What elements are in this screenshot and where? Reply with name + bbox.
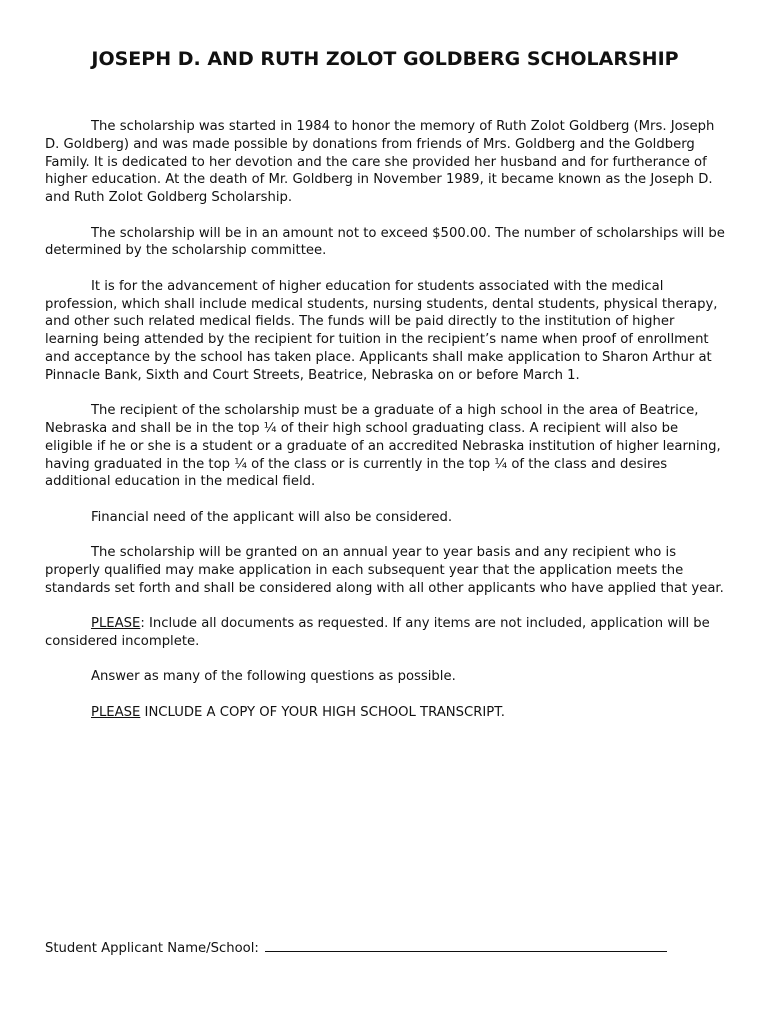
transcript-note [45, 704, 727, 722]
name-school-blank-line[interactable] [265, 939, 667, 952]
signature-label: Student Applicant Name/School: [45, 941, 264, 956]
paragraph-history: The scholarship was started in 1984 to honor the memory of Ruth Zolot Goldberg (Mrs. Joseph D. Goldberg) and was made possible by donations from friends of Mrs. Goldberg and the Goldberg Family. It is dedicated to her devotion and the care she provided her husband and for furtherance of higher education. At the death of Mr. Goldberg in November 1989, it became known as the Joseph D. and Ruth Zolot Goldberg Scholarship. [45, 119, 715, 206]
signature-block [45, 939, 667, 958]
answer-questions-note: Answer as many of the following questions as possible. [91, 669, 456, 685]
paragraph-purpose: It is for the advancement of higher education for students associated with the medical profession, which shall include medical students, nursing students, dental students, physical therapy, and other such related medical fields. The funds will be paid directly to the institution of higher learning being attended by the recipient for tuition in the recipient’s name when proof of enrollment and acceptance by the school has taken place. Applicants shall make application to Sharon Arthur at Pinnacle Bank, Sixth and Court Streets, Beatrice, Nebraska on or before March 1. [45, 278, 718, 383]
please-note-text: : Include all documents as requested. If any items are not included, application will be considered incomplete. [45, 616, 710, 649]
document-title: JOSEPH D. AND RUTH ZOLOT GOLDBERG SCHOLARSHIP [91, 48, 679, 70]
paragraph-financial-need: Financial need of the applicant will also be considered. [91, 509, 453, 525]
transcript-note-text: INCLUDE A COPY OF YOUR HIGH SCHOOL TRANSCRIPT. [140, 704, 505, 720]
please-label: PLEASE [91, 616, 141, 632]
please-include-note [45, 615, 727, 651]
transcript-please-label: PLEASE [91, 704, 141, 720]
paragraph-eligibility: The recipient of the scholarship must be a graduate of a high school in the area of Beatrice, Nebraska and shall be in the top ¼ of their high school graduating class. A recipient will also be eligible if he or she is a student or a graduate of an accredited Nebraska institution of higher learning, having graduated in the top ¼ of the class or is currently in the top ¼ of the class and desires additional education in the medical field. [45, 403, 721, 490]
paragraph-amount: The scholarship will be in an amount not to exceed $500.00. The number of scholarships will be determined by the scholarship committee. [45, 225, 725, 259]
paragraph-renewal: The scholarship will be granted on an annual year to year basis and any recipient who is properly qualified may make application in each subsequent year that the application meets the standards set forth and shall be considered along with all other applicants who have applied that year. [45, 545, 724, 596]
document-body [45, 118, 727, 739]
